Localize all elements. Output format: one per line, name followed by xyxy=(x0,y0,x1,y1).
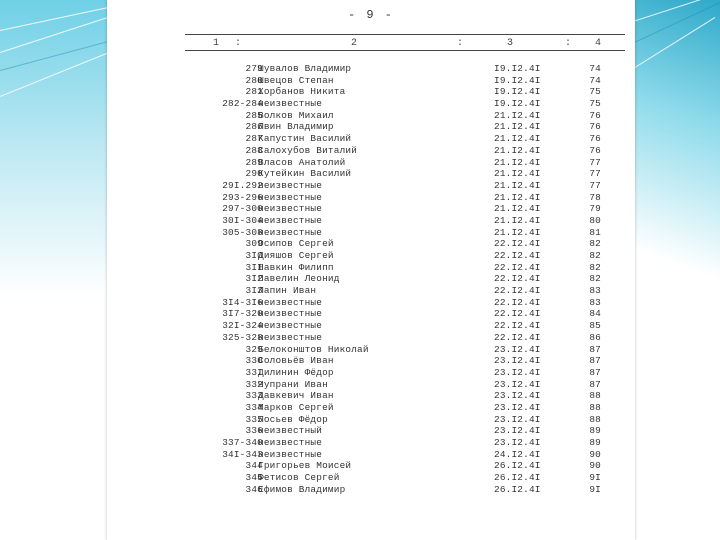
row-number: 3I4-3I6 xyxy=(222,296,263,308)
row-page: 77 xyxy=(589,168,601,180)
row-date: 22.I2.4I xyxy=(494,273,541,285)
row-number: 285 xyxy=(245,109,263,121)
row-date: 22.I2.4I xyxy=(494,250,541,261)
row-number: 3I7-320 xyxy=(222,308,263,320)
row-page: 74 xyxy=(589,74,601,86)
row-date: 21.I2.4I xyxy=(494,214,541,226)
row-page: 87 xyxy=(589,378,601,390)
row-date: 21.I2.4I xyxy=(494,203,541,215)
table-body xyxy=(107,63,635,495)
row-date: I9.I2.4I xyxy=(494,74,541,86)
table-row xyxy=(107,402,635,414)
row-page: 79 xyxy=(589,203,601,215)
table-row xyxy=(107,110,635,122)
row-page: 9I xyxy=(589,483,601,495)
row-page: 89 xyxy=(589,437,601,448)
table-row xyxy=(107,63,635,75)
row-page: 88 xyxy=(589,401,601,413)
row-date: 23.I2.4I xyxy=(494,355,541,367)
row-page: 82 xyxy=(589,250,601,261)
row-date: 22.I2.4I xyxy=(494,320,541,332)
row-date: 22.I2.4I xyxy=(494,285,541,297)
header-separator-2: : xyxy=(457,38,464,49)
row-name: неизвестные xyxy=(258,296,323,308)
header-col1: 1 xyxy=(213,38,220,49)
table-row xyxy=(107,168,635,180)
row-date: 26.I2.4I xyxy=(494,460,541,472)
row-date: I9.I2.4I xyxy=(494,86,541,98)
row-number: 29I.292 xyxy=(222,179,263,191)
row-page: 90 xyxy=(589,460,601,472)
row-number: 288 xyxy=(245,144,263,156)
row-number: 282-284 xyxy=(222,98,263,110)
row-page: 75 xyxy=(589,98,601,110)
row-page: 76 xyxy=(589,144,601,156)
row-number: 330 xyxy=(245,355,263,367)
row-date: I9.I2.4I xyxy=(494,63,541,74)
row-date: 26.I2.4I xyxy=(494,472,541,484)
row-number: 325-328 xyxy=(222,331,263,343)
row-number: 3II xyxy=(245,261,263,273)
row-page: 89 xyxy=(589,425,601,437)
table-row xyxy=(107,367,635,379)
row-date: 21.I2.4I xyxy=(494,121,541,133)
header-separator-1: : xyxy=(235,38,242,49)
row-number: 345 xyxy=(245,472,263,484)
row-name: Фетисов Сергей xyxy=(258,472,340,484)
row-page: 82 xyxy=(589,238,601,250)
row-page: 87 xyxy=(589,343,601,355)
scanned-document-page xyxy=(107,0,635,540)
row-date: 24.I2.4I xyxy=(494,448,541,460)
table-row xyxy=(107,460,635,472)
row-page: 83 xyxy=(589,285,601,297)
row-date: 22.I2.4I xyxy=(494,238,541,250)
table-row xyxy=(107,344,635,356)
row-page: 82 xyxy=(589,273,601,285)
row-page: 86 xyxy=(589,331,601,343)
row-date: 21.I2.4I xyxy=(494,133,541,145)
row-name: неизвестные xyxy=(258,214,323,226)
table-row xyxy=(107,437,635,449)
table-row xyxy=(107,297,635,309)
row-page: 9I xyxy=(589,472,601,484)
row-number: 287 xyxy=(245,133,263,145)
row-page: 76 xyxy=(589,133,601,145)
row-number: 280 xyxy=(245,74,263,86)
table-row xyxy=(107,192,635,204)
row-name: Григорьев Моисей xyxy=(258,460,352,472)
row-name: Марков Сергей xyxy=(258,401,334,413)
row-page: 77 xyxy=(589,156,601,168)
row-number: 281 xyxy=(245,86,263,98)
table-row xyxy=(107,262,635,274)
row-number: 289 xyxy=(245,156,263,168)
table-row xyxy=(107,250,635,262)
table-row xyxy=(107,449,635,461)
table-row xyxy=(107,390,635,402)
row-date: 26.I2.4I xyxy=(494,483,541,495)
row-number: 335 xyxy=(245,413,263,425)
row-name: неизвестные xyxy=(258,226,323,238)
header-top-rule xyxy=(185,34,625,35)
row-page: 90 xyxy=(589,448,601,460)
row-number: 286 xyxy=(245,121,263,133)
row-page: 83 xyxy=(589,296,601,308)
row-number: 332 xyxy=(245,378,263,390)
row-name: Ефимов Владимир xyxy=(258,483,346,495)
row-date: 22.I2.4I xyxy=(494,331,541,343)
row-number: 34I-343 xyxy=(222,448,263,460)
row-date: 22.I2.4I xyxy=(494,308,541,320)
row-number: 3I2 xyxy=(245,273,263,285)
row-date: 21.I2.4I xyxy=(494,144,541,156)
row-name: неизвестные xyxy=(258,437,323,448)
row-name: неизвестные xyxy=(258,331,323,343)
table-row xyxy=(107,320,635,332)
row-date: 23.I2.4I xyxy=(494,401,541,413)
table-row xyxy=(107,86,635,98)
row-name: неизвестные xyxy=(258,179,323,191)
row-page: 80 xyxy=(589,214,601,226)
row-name: Хорбанов Никита xyxy=(258,86,346,98)
row-date: 21.I2.4I xyxy=(494,191,541,203)
row-date: 23.I2.4I xyxy=(494,390,541,402)
row-name: неизвестные xyxy=(258,191,323,203)
table-row xyxy=(107,203,635,215)
row-page: 87 xyxy=(589,355,601,367)
header-col4: 4 xyxy=(595,38,602,49)
table-row xyxy=(107,425,635,437)
row-page: 88 xyxy=(589,413,601,425)
row-name: неизвестные xyxy=(258,203,323,215)
table-row xyxy=(107,484,635,496)
header-bottom-rule xyxy=(185,50,625,51)
row-number: 334 xyxy=(245,401,263,413)
row-name: Волков Михаил xyxy=(258,109,334,121)
row-name: Кутейкин Василий xyxy=(258,168,352,180)
row-page: 81 xyxy=(589,226,601,238)
row-number: 297-300 xyxy=(222,203,263,215)
row-number: 305-308 xyxy=(222,226,263,238)
table-row xyxy=(107,227,635,239)
row-number: 293-296 xyxy=(222,191,263,203)
table-row xyxy=(107,472,635,484)
table-row xyxy=(107,75,635,87)
row-number: 3I3 xyxy=(245,285,263,297)
row-name: Лвин Владимир xyxy=(258,121,334,133)
row-page: 75 xyxy=(589,86,601,98)
row-name: Лапин Иван xyxy=(258,285,317,297)
row-name: Навкин Филипп xyxy=(258,261,334,273)
page-number: - 9 - xyxy=(347,8,394,22)
row-name: Салохубов Виталий xyxy=(258,144,358,156)
row-number: 337-340 xyxy=(222,437,263,448)
table-row xyxy=(107,273,635,285)
table-row xyxy=(107,157,635,169)
row-page: 87 xyxy=(589,366,601,378)
row-page: 84 xyxy=(589,308,601,320)
table-row xyxy=(107,238,635,250)
row-number: 32I-324 xyxy=(222,320,263,332)
header-separator-3: : xyxy=(565,38,572,49)
row-name: Чупрани Иван xyxy=(258,378,328,390)
row-name: неизвестные xyxy=(258,308,323,320)
row-number: 33I xyxy=(245,366,263,378)
row-name: Лосьев Фёдор xyxy=(258,413,328,425)
row-page: 76 xyxy=(589,109,601,121)
row-name: неизвестные xyxy=(258,98,323,110)
row-name: Давкевич Иван xyxy=(258,390,334,402)
row-number: 329 xyxy=(245,343,263,355)
row-date: 23.I2.4I xyxy=(494,343,541,355)
row-page: 88 xyxy=(589,390,601,402)
row-name: неизвестные xyxy=(258,320,323,332)
row-date: 23.I2.4I xyxy=(494,437,541,448)
row-name: неизвестные xyxy=(258,448,323,460)
row-page: 85 xyxy=(589,320,601,332)
row-name: Капустин Василий xyxy=(258,133,352,145)
row-page: 76 xyxy=(589,121,601,133)
header-col2: 2 xyxy=(351,38,358,49)
table-header xyxy=(185,38,625,50)
row-name: неизвестный xyxy=(258,425,323,437)
row-date: 23.I2.4I xyxy=(494,378,541,390)
row-name: Швецов Степан xyxy=(258,74,334,86)
row-page: 78 xyxy=(589,191,601,203)
table-row xyxy=(107,285,635,297)
table-row xyxy=(107,145,635,157)
row-date: 21.I2.4I xyxy=(494,179,541,191)
row-date: I9.I2.4I xyxy=(494,98,541,110)
row-date: 21.I2.4I xyxy=(494,156,541,168)
row-date: 22.I2.4I xyxy=(494,261,541,273)
row-name: Белоконштов Николай xyxy=(258,343,369,355)
row-name: Дилинин Фёдор xyxy=(258,366,334,378)
row-name: Шувалов Владимир xyxy=(258,63,352,74)
table-row xyxy=(107,355,635,367)
row-number: 309 xyxy=(245,238,263,250)
row-date: 22.I2.4I xyxy=(494,296,541,308)
table-row xyxy=(107,379,635,391)
row-page: 82 xyxy=(589,261,601,273)
row-date: 21.I2.4I xyxy=(494,109,541,121)
row-number: 336 xyxy=(245,425,263,437)
row-number: 346 xyxy=(245,483,263,495)
row-date: 23.I2.4I xyxy=(494,366,541,378)
table-row xyxy=(107,332,635,344)
row-number: 290 xyxy=(245,168,263,180)
table-row xyxy=(107,98,635,110)
table-row xyxy=(107,121,635,133)
row-number: 3I0 xyxy=(245,250,263,261)
row-page: 74 xyxy=(589,63,601,74)
table-row xyxy=(107,133,635,145)
row-name: Дияшов Сергей xyxy=(258,250,334,261)
table-row xyxy=(107,215,635,227)
table-row xyxy=(107,180,635,192)
row-name: Власов Анатолий xyxy=(258,156,346,168)
row-number: 279 xyxy=(245,63,263,74)
row-page: 77 xyxy=(589,179,601,191)
row-number: 333 xyxy=(245,390,263,402)
table-row xyxy=(107,414,635,426)
row-name: Павелин Леонид xyxy=(258,273,340,285)
row-number: 344 xyxy=(245,460,263,472)
row-date: 23.I2.4I xyxy=(494,425,541,437)
row-date: 21.I2.4I xyxy=(494,226,541,238)
header-col3: 3 xyxy=(507,38,514,49)
row-name: Соловьёв Иван xyxy=(258,355,334,367)
row-name: Осипов Сергей xyxy=(258,238,334,250)
row-date: 23.I2.4I xyxy=(494,413,541,425)
row-date: 21.I2.4I xyxy=(494,168,541,180)
table-row xyxy=(107,308,635,320)
row-number: 30I-304 xyxy=(222,214,263,226)
